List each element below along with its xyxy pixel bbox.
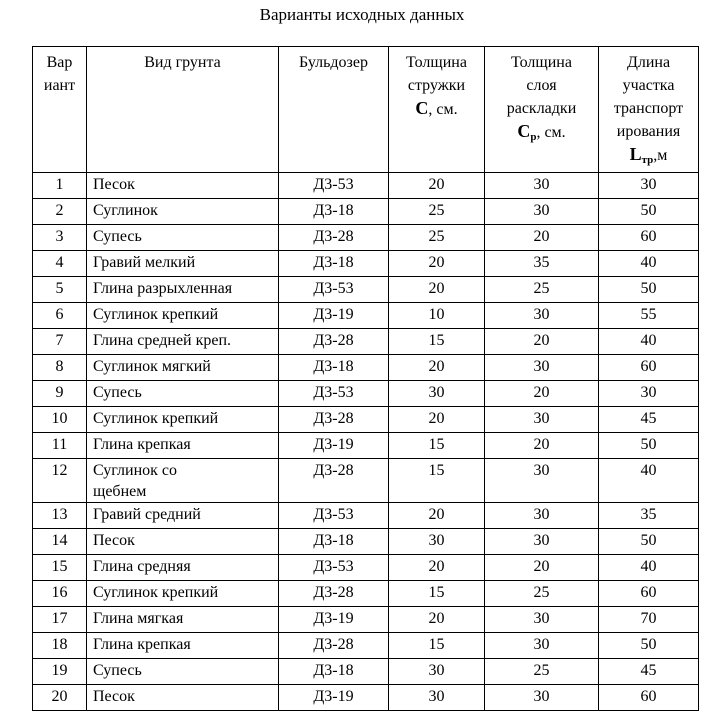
header-chip-thickness xyxy=(389,47,485,173)
header-layer-symbol: С xyxy=(517,121,531,141)
cell-bulldozer: Д3-19 xyxy=(279,685,389,711)
table-row xyxy=(33,529,699,555)
cell-soil xyxy=(87,329,279,355)
table-row xyxy=(33,659,699,685)
header-layer-sub: р xyxy=(530,131,537,143)
header-variant-line2: иант xyxy=(43,77,76,94)
header-length-line2: участка xyxy=(622,77,675,94)
cell-variant: 4 xyxy=(33,251,87,277)
cell-soil xyxy=(87,355,279,381)
cell-transport-length: 60 xyxy=(599,355,699,381)
header-length-line3: транспорт xyxy=(613,100,684,117)
soil-name: Суглинок крепкий xyxy=(93,584,219,601)
table-row xyxy=(33,277,699,303)
header-soil: Вид грунта xyxy=(87,47,279,173)
cell-bulldozer: Д3-18 xyxy=(279,659,389,685)
cell-bulldozer: Д3-28 xyxy=(279,407,389,433)
soil-name: Песок xyxy=(93,688,135,705)
cell-chip-thickness: 15 xyxy=(389,459,485,503)
table-row xyxy=(33,459,699,503)
cell-layer-thickness: 30 xyxy=(485,407,599,433)
cell-bulldozer: Д3-53 xyxy=(279,173,389,199)
header-chip-symbol: С xyxy=(415,98,429,118)
cell-variant: 6 xyxy=(33,303,87,329)
soil-name: Суглинок крепкий xyxy=(93,306,219,323)
cell-transport-length: 30 xyxy=(599,381,699,407)
cell-layer-thickness: 20 xyxy=(485,433,599,459)
cell-soil xyxy=(87,433,279,459)
cell-variant: 5 xyxy=(33,277,87,303)
cell-chip-thickness: 30 xyxy=(389,529,485,555)
soil-name: Глина мягкая xyxy=(93,610,184,627)
cell-transport-length: 40 xyxy=(599,251,699,277)
cell-variant: 17 xyxy=(33,607,87,633)
header-layer-thickness xyxy=(485,47,599,173)
cell-chip-thickness: 20 xyxy=(389,277,485,303)
cell-variant: 14 xyxy=(33,529,87,555)
cell-chip-thickness: 15 xyxy=(389,329,485,355)
cell-layer-thickness: 25 xyxy=(485,659,599,685)
cell-soil xyxy=(87,199,279,225)
cell-soil xyxy=(87,173,279,199)
cell-variant: 12 xyxy=(33,459,87,503)
cell-variant: 9 xyxy=(33,381,87,407)
soil-name: Песок xyxy=(93,176,135,193)
cell-soil xyxy=(87,555,279,581)
cell-bulldozer: Д3-18 xyxy=(279,251,389,277)
cell-bulldozer: Д3-18 xyxy=(279,529,389,555)
cell-transport-length: 50 xyxy=(599,199,699,225)
cell-layer-thickness: 30 xyxy=(485,503,599,529)
soil-name: Гравий мелкий xyxy=(93,254,196,271)
cell-soil xyxy=(87,633,279,659)
cell-variant: 8 xyxy=(33,355,87,381)
soil-name: Песок xyxy=(93,532,135,549)
cell-transport-length: 35 xyxy=(599,503,699,529)
cell-layer-thickness: 30 xyxy=(485,633,599,659)
header-layer-line3: раскладки xyxy=(506,100,577,117)
cell-transport-length: 50 xyxy=(599,633,699,659)
cell-transport-length: 50 xyxy=(599,433,699,459)
cell-layer-thickness: 30 xyxy=(485,303,599,329)
cell-bulldozer: Д3-19 xyxy=(279,607,389,633)
soil-name: Суглинок мягкий xyxy=(93,358,211,375)
cell-layer-thickness: 30 xyxy=(485,459,599,503)
header-length-symbol: L xyxy=(629,144,642,164)
cell-chip-thickness: 20 xyxy=(389,555,485,581)
cell-soil xyxy=(87,581,279,607)
cell-chip-thickness: 20 xyxy=(389,251,485,277)
cell-layer-thickness: 25 xyxy=(485,581,599,607)
cell-variant: 1 xyxy=(33,173,87,199)
cell-chip-thickness: 20 xyxy=(389,607,485,633)
cell-chip-thickness: 30 xyxy=(389,381,485,407)
cell-bulldozer: Д3-28 xyxy=(279,225,389,251)
cell-layer-thickness: 20 xyxy=(485,329,599,355)
cell-chip-thickness: 30 xyxy=(389,659,485,685)
soil-name: Суглинок крепкий xyxy=(93,410,219,427)
cell-variant: 11 xyxy=(33,433,87,459)
cell-layer-thickness: 30 xyxy=(485,685,599,711)
cell-bulldozer: Д3-53 xyxy=(279,277,389,303)
header-variant-line1: Вар xyxy=(46,54,73,71)
cell-variant: 13 xyxy=(33,503,87,529)
cell-transport-length: 45 xyxy=(599,407,699,433)
cell-transport-length: 60 xyxy=(599,685,699,711)
cell-transport-length: 40 xyxy=(599,329,699,355)
header-bulldozer: Бульдозер xyxy=(279,47,389,173)
cell-chip-thickness: 20 xyxy=(389,407,485,433)
cell-bulldozer: Д3-28 xyxy=(279,329,389,355)
cell-soil xyxy=(87,407,279,433)
table-row xyxy=(33,633,699,659)
cell-soil xyxy=(87,459,279,503)
table-body xyxy=(33,173,699,711)
cell-chip-thickness: 15 xyxy=(389,633,485,659)
table-row xyxy=(33,355,699,381)
cell-bulldozer: Д3-53 xyxy=(279,381,389,407)
table-row xyxy=(33,581,699,607)
table-row xyxy=(33,381,699,407)
cell-soil xyxy=(87,251,279,277)
table-row xyxy=(33,407,699,433)
soil-name: Глина крепкая xyxy=(93,636,191,653)
cell-transport-length: 60 xyxy=(599,581,699,607)
table-row xyxy=(33,607,699,633)
cell-bulldozer: Д3-18 xyxy=(279,355,389,381)
header-chip-line1: Толщина xyxy=(406,54,467,71)
cell-transport-length: 60 xyxy=(599,225,699,251)
soil-name: Глина средней креп. xyxy=(93,332,232,349)
cell-chip-thickness: 30 xyxy=(389,685,485,711)
soil-name: Глина крепкая xyxy=(93,436,191,453)
soil-name: Супесь xyxy=(93,662,142,679)
cell-variant: 20 xyxy=(33,685,87,711)
table-row xyxy=(33,199,699,225)
cell-bulldozer: Д3-53 xyxy=(279,555,389,581)
header-transport-length xyxy=(599,47,699,173)
table-row xyxy=(33,251,699,277)
cell-chip-thickness: 20 xyxy=(389,503,485,529)
header-length-line4: ирования xyxy=(616,123,681,140)
cell-soil xyxy=(87,381,279,407)
cell-soil xyxy=(87,225,279,251)
cell-transport-length: 55 xyxy=(599,303,699,329)
cell-soil xyxy=(87,503,279,529)
soil-name-continued: щебнем xyxy=(93,483,147,500)
cell-variant: 3 xyxy=(33,225,87,251)
cell-transport-length: 40 xyxy=(599,555,699,581)
header-variant xyxy=(33,47,87,173)
table-row xyxy=(33,225,699,251)
cell-transport-length: 40 xyxy=(599,459,699,503)
cell-variant: 2 xyxy=(33,199,87,225)
soil-name: Супесь xyxy=(93,384,142,401)
soil-name: Гравий средний xyxy=(93,506,201,523)
header-layer-unit: , см. xyxy=(536,124,566,141)
table-header-row xyxy=(33,47,699,173)
header-length-unit: ,м xyxy=(653,147,668,164)
cell-layer-thickness: 20 xyxy=(485,381,599,407)
cell-variant: 15 xyxy=(33,555,87,581)
cell-bulldozer: Д3-53 xyxy=(279,503,389,529)
cell-bulldozer: Д3-18 xyxy=(279,199,389,225)
table-row xyxy=(33,329,699,355)
cell-transport-length: 50 xyxy=(599,529,699,555)
cell-bulldozer: Д3-19 xyxy=(279,303,389,329)
cell-soil xyxy=(87,607,279,633)
cell-soil xyxy=(87,303,279,329)
cell-layer-thickness: 30 xyxy=(485,607,599,633)
variants-table xyxy=(32,46,699,711)
cell-soil xyxy=(87,659,279,685)
cell-transport-length: 45 xyxy=(599,659,699,685)
soil-name: Глина средняя xyxy=(93,558,191,575)
cell-layer-thickness: 25 xyxy=(485,277,599,303)
cell-chip-thickness: 20 xyxy=(389,173,485,199)
cell-variant: 19 xyxy=(33,659,87,685)
cell-chip-thickness: 25 xyxy=(389,199,485,225)
table-row xyxy=(33,555,699,581)
soil-name: Глина разрыхленная xyxy=(93,280,233,297)
cell-bulldozer: Д3-28 xyxy=(279,459,389,503)
cell-layer-thickness: 20 xyxy=(485,555,599,581)
cell-transport-length: 70 xyxy=(599,607,699,633)
cell-chip-thickness: 20 xyxy=(389,355,485,381)
table-row xyxy=(33,173,699,199)
header-length-line1: Длина xyxy=(626,54,671,71)
cell-layer-thickness: 35 xyxy=(485,251,599,277)
cell-layer-thickness: 30 xyxy=(485,173,599,199)
soil-name: Суглинок со xyxy=(93,462,178,479)
soil-name: Супесь xyxy=(93,228,142,245)
cell-layer-thickness: 30 xyxy=(485,355,599,381)
table-row xyxy=(33,433,699,459)
cell-transport-length: 30 xyxy=(599,173,699,199)
cell-variant: 10 xyxy=(33,407,87,433)
cell-soil xyxy=(87,685,279,711)
cell-chip-thickness: 25 xyxy=(389,225,485,251)
table-row xyxy=(33,503,699,529)
table-row xyxy=(33,685,699,711)
header-length-sub: тр xyxy=(641,154,654,166)
cell-variant: 16 xyxy=(33,581,87,607)
soil-name: Суглинок xyxy=(93,202,158,219)
cell-bulldozer: Д3-28 xyxy=(279,581,389,607)
cell-chip-thickness: 10 xyxy=(389,303,485,329)
table-row xyxy=(33,303,699,329)
cell-chip-thickness: 15 xyxy=(389,581,485,607)
header-chip-line2: стружки xyxy=(407,77,466,94)
cell-soil xyxy=(87,277,279,303)
cell-variant: 18 xyxy=(33,633,87,659)
cell-layer-thickness: 20 xyxy=(485,225,599,251)
cell-chip-thickness: 15 xyxy=(389,433,485,459)
cell-layer-thickness: 30 xyxy=(485,529,599,555)
cell-soil xyxy=(87,529,279,555)
cell-transport-length: 50 xyxy=(599,277,699,303)
header-layer-line1: Толщина xyxy=(511,54,572,71)
cell-bulldozer: Д3-28 xyxy=(279,633,389,659)
header-layer-line2: слоя xyxy=(526,77,557,94)
cell-bulldozer: Д3-19 xyxy=(279,433,389,459)
document-title: Варианты исходных данных xyxy=(259,5,465,24)
cell-layer-thickness: 30 xyxy=(485,199,599,225)
header-chip-unit: , см. xyxy=(428,101,458,118)
cell-variant: 7 xyxy=(33,329,87,355)
